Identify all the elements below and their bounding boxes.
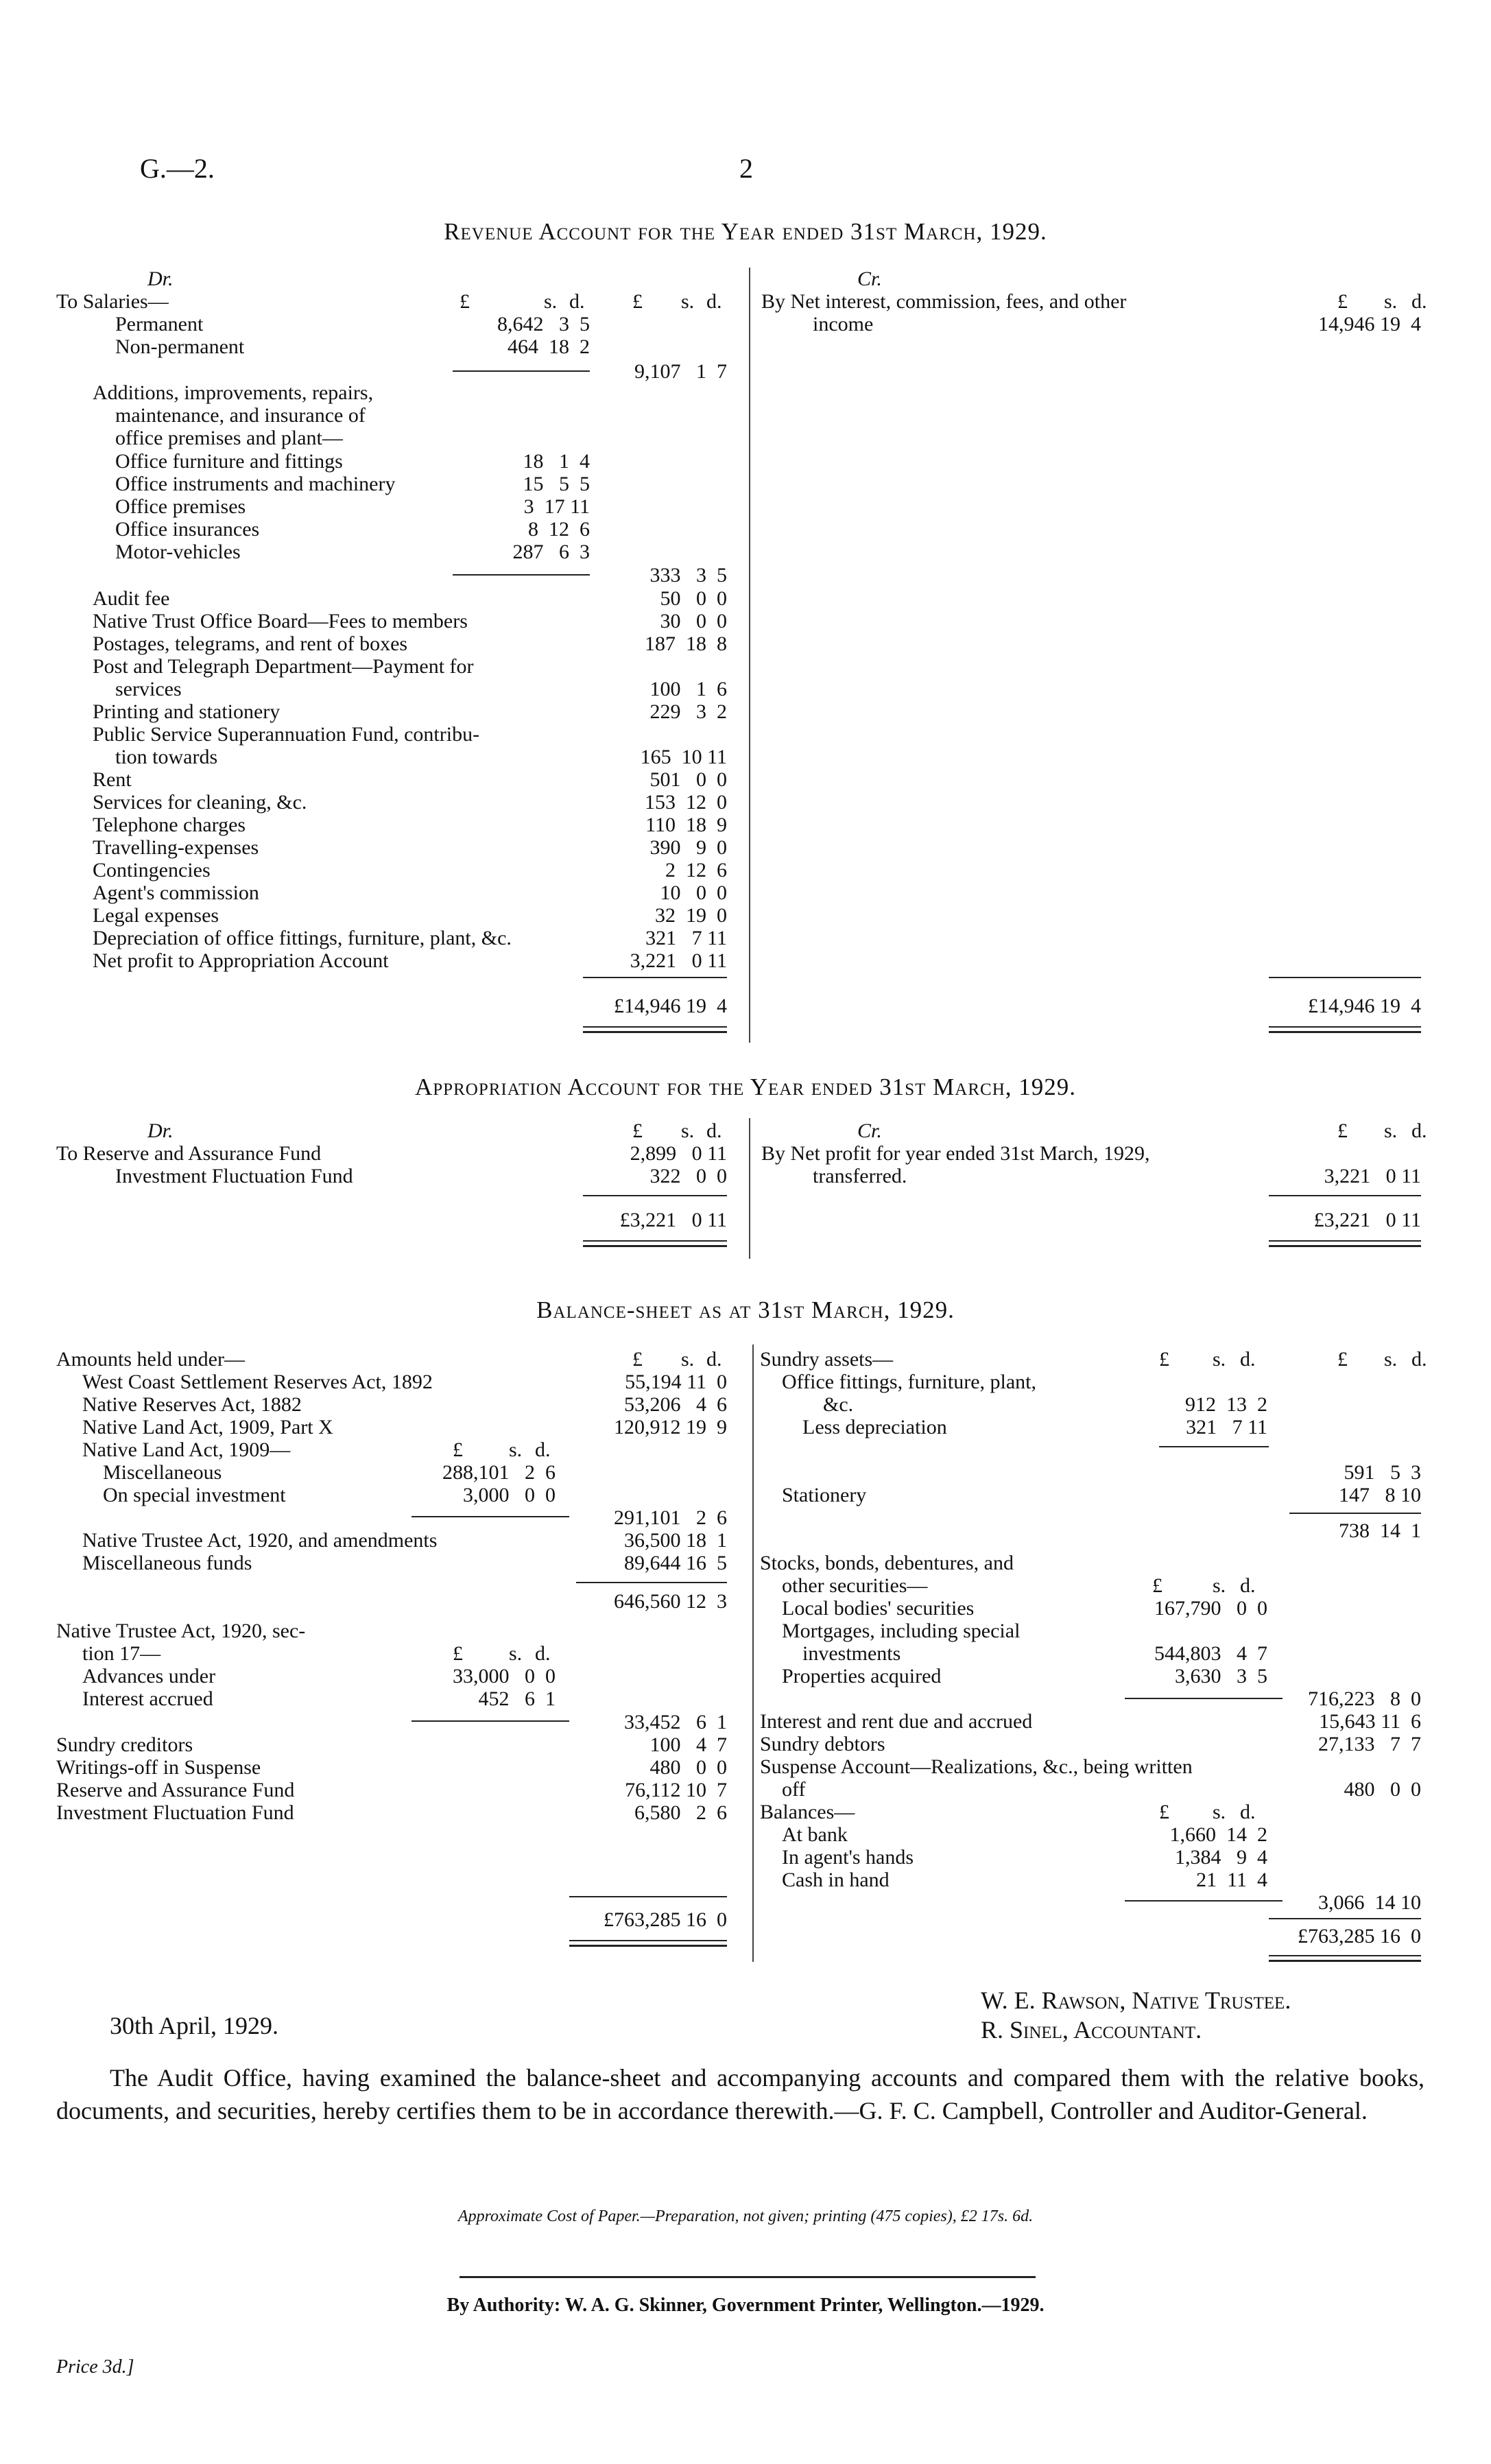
superann-amount: 165 10 11 bbox=[640, 746, 727, 768]
sundry-assets: Sundry assets— bbox=[760, 1348, 894, 1371]
bank-amount: 1,660 14 2 bbox=[1169, 1823, 1267, 1846]
col-pound-2: £ bbox=[632, 290, 643, 313]
col-pound-10: £ bbox=[1337, 1348, 1348, 1371]
special-amount: 3,000 0 0 bbox=[463, 1484, 556, 1506]
additions-line-1: Additions, improvements, repairs, bbox=[93, 381, 374, 404]
double-rule bbox=[1269, 1026, 1421, 1033]
double-rule bbox=[583, 1026, 727, 1033]
rule bbox=[411, 1516, 569, 1517]
rule bbox=[576, 1582, 727, 1583]
additions-total: 333 3 5 bbox=[649, 564, 727, 587]
col-s-11: s. bbox=[1213, 1574, 1226, 1597]
list-item-amount: 30 0 0 bbox=[660, 610, 727, 632]
appropriation-dr-total: £3,221 0 11 bbox=[619, 1209, 727, 1231]
list-item: Audit fee bbox=[93, 587, 170, 610]
signature-date: 30th April, 1929. bbox=[110, 2012, 279, 2039]
double-rule bbox=[1269, 1955, 1421, 1962]
rule bbox=[453, 370, 590, 372]
col-d-7: d. bbox=[535, 1438, 551, 1461]
balance-divider bbox=[752, 1344, 754, 1962]
fittings-line-2: &c. bbox=[823, 1393, 854, 1416]
fluct-amount: 322 0 0 bbox=[649, 1165, 727, 1187]
list-item: Office premises bbox=[115, 495, 246, 518]
revenue-cr-label: Cr. bbox=[857, 268, 882, 290]
col-pound-9: £ bbox=[1159, 1348, 1169, 1371]
post-line-1: Post and Telegraph Department—Payment for bbox=[93, 655, 474, 678]
appropriation-divider bbox=[749, 1118, 750, 1259]
printing-amount: 229 3 2 bbox=[649, 700, 727, 723]
fluct-label: Investment Fluctuation Fund bbox=[115, 1165, 353, 1187]
mortgages-line-1: Mortgages, including special bbox=[782, 1620, 1021, 1642]
signature-line-1: W. E. Rawson, Native Trustee. bbox=[981, 1987, 1291, 2014]
list-item: Office instruments and machinery bbox=[115, 473, 396, 495]
rule bbox=[1269, 1918, 1421, 1919]
non-permanent-label: Non-permanent bbox=[115, 335, 245, 358]
rule bbox=[1269, 1195, 1421, 1196]
appr-cr-amount: 3,221 0 11 bbox=[1324, 1165, 1421, 1187]
list-item: Rent bbox=[93, 768, 132, 791]
post-line-2: services bbox=[115, 678, 182, 700]
less-dep-label: Less depreciation bbox=[802, 1416, 947, 1438]
rule bbox=[411, 1720, 569, 1722]
interest-amount: 452 6 1 bbox=[478, 1687, 556, 1710]
mortgages-amount: 544,803 4 7 bbox=[1154, 1642, 1267, 1665]
col-pound-11: £ bbox=[1152, 1574, 1162, 1597]
held-total: 646,560 12 3 bbox=[614, 1590, 727, 1613]
interest-label: Interest accrued bbox=[82, 1687, 213, 1710]
nta-amend-amount: 36,500 18 1 bbox=[624, 1529, 727, 1552]
superann-line-2: tion towards bbox=[115, 746, 218, 768]
list-item-amount: 100 4 7 bbox=[649, 1733, 727, 1756]
col-d-2: d. bbox=[706, 290, 722, 313]
col-s-6: s. bbox=[681, 1348, 695, 1371]
post-amount: 100 1 6 bbox=[649, 678, 727, 700]
list-item-amount: 501 0 0 bbox=[649, 768, 727, 791]
appropriation-dr-label: Dr. bbox=[147, 1120, 174, 1142]
balances-total: 3,066 14 10 bbox=[1318, 1891, 1421, 1914]
non-permanent-amount: 464 18 2 bbox=[508, 335, 590, 358]
double-rule bbox=[569, 1940, 727, 1947]
list-item: Legal expenses bbox=[93, 904, 219, 927]
list-item-amount: 6,580 2 6 bbox=[634, 1801, 727, 1824]
stocks-line-2: other securities— bbox=[782, 1574, 928, 1597]
sundry-total: 738 14 1 bbox=[1339, 1519, 1421, 1542]
rule bbox=[569, 1896, 727, 1897]
list-item-amount: 120,912 19 9 bbox=[614, 1416, 727, 1438]
col-pound-4: £ bbox=[632, 1120, 643, 1142]
balance-left-total: £763,285 16 0 bbox=[604, 1908, 727, 1931]
superann-line-1: Public Service Superannuation Fund, contribu- bbox=[93, 723, 480, 746]
signature-line-2: R. Sinel, Accountant. bbox=[981, 2016, 1202, 2044]
list-item-amount: 153 12 0 bbox=[645, 791, 727, 814]
col-s-5: s. bbox=[1384, 1120, 1398, 1142]
list-item: Investment Fluctuation Fund bbox=[56, 1801, 294, 1824]
col-pound-6: £ bbox=[632, 1348, 643, 1371]
misc-amount: 288,101 2 6 bbox=[442, 1461, 556, 1484]
col-d-5: d. bbox=[1411, 1120, 1427, 1142]
col-d-3: d. bbox=[1411, 290, 1427, 313]
interest-rent-label: Interest and rent due and accrued bbox=[760, 1710, 1033, 1733]
advances-label: Advances under bbox=[82, 1665, 216, 1687]
interest-rent-amount: 15,643 11 6 bbox=[1319, 1710, 1421, 1733]
additions-line-2: maintenance, and insurance of bbox=[115, 404, 366, 427]
stationery-amount: 147 8 10 bbox=[1339, 1484, 1421, 1506]
fittings-amount: 912 13 2 bbox=[1185, 1393, 1267, 1416]
col-d-6: d. bbox=[706, 1348, 722, 1371]
mortgages-line-2: investments bbox=[802, 1642, 901, 1665]
col-s-3: s. bbox=[1384, 290, 1398, 313]
list-item: Native Land Act, 1909, Part X bbox=[82, 1416, 333, 1438]
fittings-net: 591 5 3 bbox=[1344, 1461, 1421, 1484]
rule bbox=[1125, 1698, 1283, 1699]
cash-label: Cash in hand bbox=[782, 1869, 890, 1891]
rule bbox=[1269, 977, 1421, 978]
list-item-amount: 53,206 4 6 bbox=[624, 1393, 727, 1416]
salaries-heading: To Salaries— bbox=[56, 290, 169, 313]
cr-line-2: income bbox=[813, 313, 874, 335]
col-s-7: s. bbox=[509, 1438, 523, 1461]
stocks-line-1: Stocks, bonds, debentures, and bbox=[760, 1552, 1014, 1574]
list-item: Office furniture and fittings bbox=[115, 450, 343, 473]
less-dep-amount: 321 7 11 bbox=[1186, 1416, 1267, 1438]
properties-amount: 3,630 3 5 bbox=[1175, 1665, 1267, 1687]
misc-funds-amount: 89,644 16 5 bbox=[624, 1552, 727, 1574]
cr-amount: 14,946 19 4 bbox=[1318, 313, 1421, 335]
col-pound-1: £ bbox=[460, 290, 470, 313]
revenue-dr-total: £14,946 19 4 bbox=[614, 995, 727, 1017]
col-pound-3: £ bbox=[1337, 290, 1348, 313]
local-bodies-amount: 167,790 0 0 bbox=[1154, 1597, 1267, 1620]
list-item-amount: 287 6 3 bbox=[512, 541, 590, 563]
permanent-amount: 8,642 3 5 bbox=[497, 313, 590, 335]
list-item-amount: 55,194 11 0 bbox=[625, 1371, 727, 1393]
list-item: West Coast Settlement Reserves Act, 1892 bbox=[82, 1371, 433, 1393]
rule bbox=[1289, 1513, 1421, 1514]
col-pound-8: £ bbox=[453, 1642, 463, 1665]
list-item: Net profit to Appropriation Account bbox=[93, 949, 389, 972]
stocks-total: 716,223 8 0 bbox=[1308, 1687, 1421, 1710]
bank-label: At bank bbox=[782, 1823, 848, 1846]
list-item: Reserve and Assurance Fund bbox=[56, 1779, 295, 1801]
list-item: Native Trust Office Board—Fees to members bbox=[93, 610, 468, 632]
col-pound-7: £ bbox=[453, 1438, 463, 1461]
col-d-11: d. bbox=[1240, 1574, 1256, 1597]
col-s-1: s. bbox=[544, 290, 558, 313]
amounts-held: Amounts held under— bbox=[56, 1348, 245, 1371]
appropriation-title: Appropriation Account for the Year ended 31st March, 1929. bbox=[415, 1074, 1076, 1100]
col-s-8: s. bbox=[509, 1642, 523, 1665]
revenue-divider bbox=[749, 268, 750, 1043]
revenue-dr-label: Dr. bbox=[147, 268, 174, 290]
appropriation-cr-label: Cr. bbox=[857, 1120, 882, 1142]
list-item-amount: 8 12 6 bbox=[528, 518, 590, 541]
suspense-line-2: off bbox=[782, 1778, 806, 1801]
document-code: G.—2. bbox=[140, 153, 215, 184]
list-item: Contingencies bbox=[93, 859, 211, 881]
col-s-9: s. bbox=[1213, 1348, 1226, 1371]
list-item: Office insurances bbox=[115, 518, 260, 541]
reserve-amount: 2,899 0 11 bbox=[630, 1142, 727, 1165]
footer-rule bbox=[460, 2276, 1036, 2278]
col-d-4: d. bbox=[706, 1120, 722, 1142]
list-item: Travelling-expenses bbox=[93, 836, 259, 859]
nta17-line-2: tion 17— bbox=[82, 1642, 161, 1665]
list-item-amount: 321 7 11 bbox=[645, 927, 727, 949]
sundry-debtors-amount: 27,133 7 7 bbox=[1318, 1733, 1421, 1755]
list-item: Writings-off in Suspense bbox=[56, 1756, 261, 1779]
list-item-amount: 187 18 8 bbox=[645, 632, 727, 655]
stationery-label: Stationery bbox=[782, 1484, 867, 1506]
suspense-line-1: Suspense Account—Realizations, &c., being written bbox=[760, 1755, 1193, 1778]
nta17-total: 33,452 6 1 bbox=[624, 1711, 727, 1733]
appr-cr-line-1: By Net profit for year ended 31st March, 1929, bbox=[761, 1142, 1150, 1165]
balance-right-total: £763,285 16 0 bbox=[1298, 1925, 1421, 1947]
col-d-9: d. bbox=[1240, 1348, 1256, 1371]
list-item: Sundry creditors bbox=[56, 1733, 193, 1756]
list-item: Telephone charges bbox=[93, 814, 246, 836]
advances-amount: 33,000 0 0 bbox=[453, 1665, 556, 1687]
list-item-amount: 76,112 10 7 bbox=[625, 1779, 727, 1801]
list-item: Agent's commission bbox=[93, 881, 259, 904]
col-d-1: d. bbox=[569, 290, 585, 313]
nta17-line-1: Native Trustee Act, 1920, sec- bbox=[56, 1620, 306, 1642]
double-rule bbox=[583, 1240, 727, 1247]
rule bbox=[453, 574, 590, 576]
list-item-amount: 110 18 9 bbox=[645, 814, 727, 836]
list-item-amount: 3,221 0 11 bbox=[630, 949, 727, 972]
salaries-total: 9,107 1 7 bbox=[634, 360, 727, 383]
cost-note: Approximate Cost of Paper.—Preparation, not given; printing (475 copies), £2 17s. 6d. bbox=[457, 2207, 1034, 2225]
rule bbox=[583, 977, 727, 978]
special-label: On special investment bbox=[103, 1484, 286, 1506]
additions-line-3: office premises and plant— bbox=[115, 427, 343, 449]
revenue-cr-total: £14,946 19 4 bbox=[1308, 995, 1421, 1017]
audit-certificate: The Audit Office, having examined the balance-sheet and accompanying accounts and compared them with the relative books, documents, and securities, hereby certifies them to be in accordance therewith.—G. F. C. Campbell, Controller and Auditor-General. bbox=[56, 2064, 1424, 2124]
agents-amount: 1,384 9 4 bbox=[1175, 1846, 1267, 1869]
list-item-amount: 50 0 0 bbox=[660, 587, 727, 610]
col-s-4: s. bbox=[681, 1120, 695, 1142]
permanent-label: Permanent bbox=[115, 313, 204, 335]
misc-funds-label: Miscellaneous funds bbox=[82, 1552, 252, 1574]
list-item: Postages, telegrams, and rent of boxes bbox=[93, 632, 408, 655]
list-item-amount: 18 1 4 bbox=[523, 450, 590, 473]
cr-line-1: By Net interest, commission, fees, and other bbox=[761, 290, 1127, 313]
list-item-amount: 2 12 6 bbox=[665, 859, 727, 881]
nla-1909: Native Land Act, 1909— bbox=[82, 1438, 291, 1461]
misc-label: Miscellaneous bbox=[103, 1461, 222, 1484]
col-d-12: d. bbox=[1240, 1801, 1256, 1823]
rule bbox=[1125, 1900, 1283, 1902]
printing-label: Printing and stationery bbox=[93, 700, 281, 723]
sundry-debtors-label: Sundry debtors bbox=[760, 1733, 885, 1755]
list-item-amount: 32 19 0 bbox=[655, 904, 727, 927]
properties-label: Properties acquired bbox=[782, 1665, 942, 1687]
list-item-amount: 390 9 0 bbox=[649, 836, 727, 859]
nta-amend-label: Native Trustee Act, 1920, and amendments bbox=[82, 1529, 438, 1552]
list-item-amount: 10 0 0 bbox=[660, 881, 727, 904]
rule bbox=[583, 1195, 727, 1196]
balance-title: Balance-sheet as at 31st March, 1929. bbox=[536, 1296, 955, 1323]
list-item: Depreciation of office fittings, furniture, plant, &c. bbox=[93, 927, 512, 949]
rule bbox=[1159, 1446, 1269, 1447]
double-rule bbox=[1269, 1240, 1421, 1247]
agents-label: In agent's hands bbox=[782, 1846, 914, 1869]
appr-cr-line-2: transferred. bbox=[813, 1165, 907, 1187]
local-bodies-label: Local bodies' securities bbox=[782, 1597, 975, 1620]
col-d-8: d. bbox=[535, 1642, 551, 1665]
fittings-line-1: Office fittings, furniture, plant, bbox=[782, 1371, 1037, 1393]
suspense-amount: 480 0 0 bbox=[1344, 1778, 1421, 1801]
price-note: Price 3d.] bbox=[56, 2356, 134, 2378]
col-s-12: s. bbox=[1213, 1801, 1226, 1823]
cash-amount: 21 11 4 bbox=[1196, 1869, 1267, 1891]
list-item-amount: 480 0 0 bbox=[649, 1756, 727, 1779]
col-pound-5: £ bbox=[1337, 1120, 1348, 1142]
col-s-10: s. bbox=[1384, 1348, 1398, 1371]
list-item-amount: 3 17 11 bbox=[523, 495, 590, 518]
list-item-amount: 15 5 5 bbox=[523, 473, 590, 495]
reserve-label: To Reserve and Assurance Fund bbox=[56, 1142, 322, 1165]
col-pound-12: £ bbox=[1159, 1801, 1169, 1823]
col-s-2: s. bbox=[681, 290, 695, 313]
nla-total: 291,101 2 6 bbox=[614, 1506, 727, 1529]
page-number: 2 bbox=[739, 153, 753, 184]
revenue-title: Revenue Account for the Year ended 31st March, 1929. bbox=[444, 218, 1047, 245]
balances-heading: Balances— bbox=[760, 1801, 855, 1823]
col-d-10: d. bbox=[1411, 1348, 1427, 1371]
list-item: Motor-vehicles bbox=[115, 541, 241, 563]
authority-line: By Authority: W. A. G. Skinner, Government Printer, Wellington.—1929. bbox=[446, 2295, 1045, 2316]
list-item: Native Reserves Act, 1882 bbox=[82, 1393, 302, 1416]
appropriation-cr-total: £3,221 0 11 bbox=[1313, 1209, 1421, 1231]
list-item: Services for cleaning, &c. bbox=[93, 791, 307, 814]
